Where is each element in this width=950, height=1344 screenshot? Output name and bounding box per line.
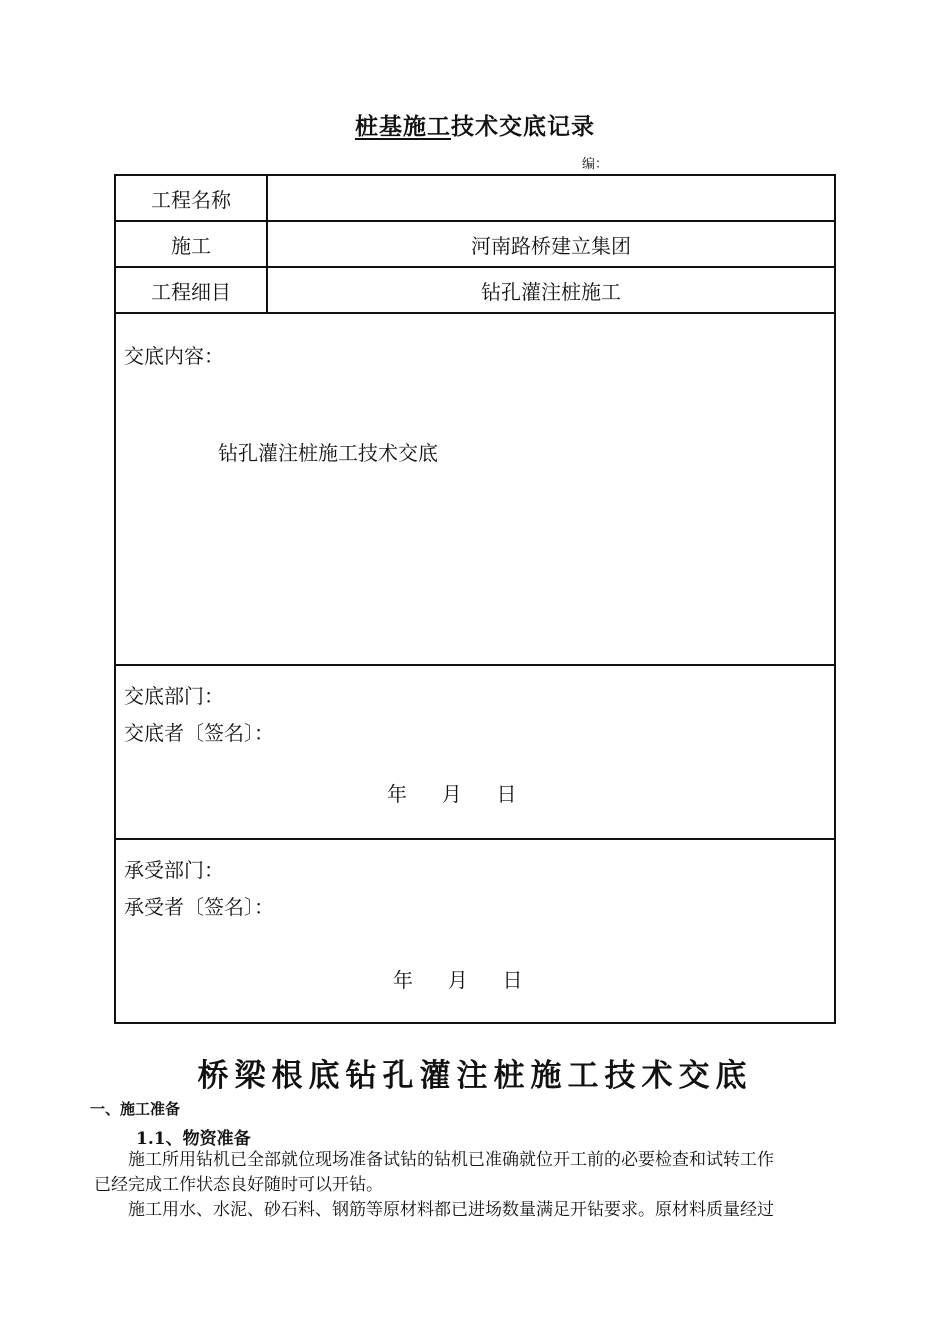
subsection-heading: 1.1、物资准备 [136, 1129, 251, 1149]
table-row [115, 665, 835, 839]
construction-label: 施工 [115, 221, 267, 267]
record-title-underlined: 桩基施工 [355, 113, 451, 140]
project-name-label: 工程名称 [115, 175, 267, 221]
content-cell [115, 313, 835, 665]
date-day: 日 [502, 968, 523, 992]
handover-dept-label: 交底部门： [124, 684, 224, 708]
item-label: 工程细目 [115, 267, 267, 313]
table-row [115, 313, 835, 665]
receiver-signer-label: 承受者〔签名〕： [124, 895, 274, 919]
date-year: 年 [387, 782, 407, 806]
editor-label: 编： [582, 157, 609, 172]
record-title-rest: 技术交底记录 [451, 113, 595, 140]
date-year: 年 [393, 968, 413, 992]
paragraph-line: 已经完成工作状态良好随时可以开钻。 [94, 1175, 383, 1195]
date-month: 月 [441, 782, 462, 806]
document-title: 桥梁根底钻孔灌注桩施工技术交底 [197, 1058, 753, 1094]
paragraph-line: 施工用水、水泥、砂石料、钢筋等原材料都已进场数量满足开钻要求。原材料质量经过 [128, 1200, 774, 1220]
paragraph [94, 1148, 864, 1198]
table-row [115, 267, 835, 313]
paragraph-line: 施工所用钻机已全部就位现场准备试钻的钻机已准确就位开工前的必要检查和试转工作 [128, 1150, 774, 1170]
table-row [115, 221, 835, 267]
record-title [0, 108, 950, 141]
table-row [115, 839, 835, 1023]
content-body: 钻孔灌注桩施工技术交底 [218, 441, 438, 465]
date-day: 日 [496, 782, 517, 806]
project-name-value [267, 175, 835, 221]
record-table [114, 174, 836, 1024]
section-heading: 一、施工准备 [90, 1100, 181, 1118]
receiver-cell [115, 839, 835, 1023]
receiver-date [393, 964, 522, 993]
handover-cell [115, 665, 835, 839]
date-month: 月 [447, 968, 468, 992]
item-value: 钻孔灌注桩施工 [267, 267, 835, 313]
paragraph [94, 1198, 864, 1223]
table-row [115, 175, 835, 221]
handover-date [387, 778, 516, 807]
handover-signer-label: 交底者〔签名〕： [124, 721, 274, 745]
construction-value: 河南路桥建立集团 [267, 221, 835, 267]
content-label: 交底内容： [124, 344, 224, 368]
receiver-dept-label: 承受部门： [124, 858, 224, 882]
